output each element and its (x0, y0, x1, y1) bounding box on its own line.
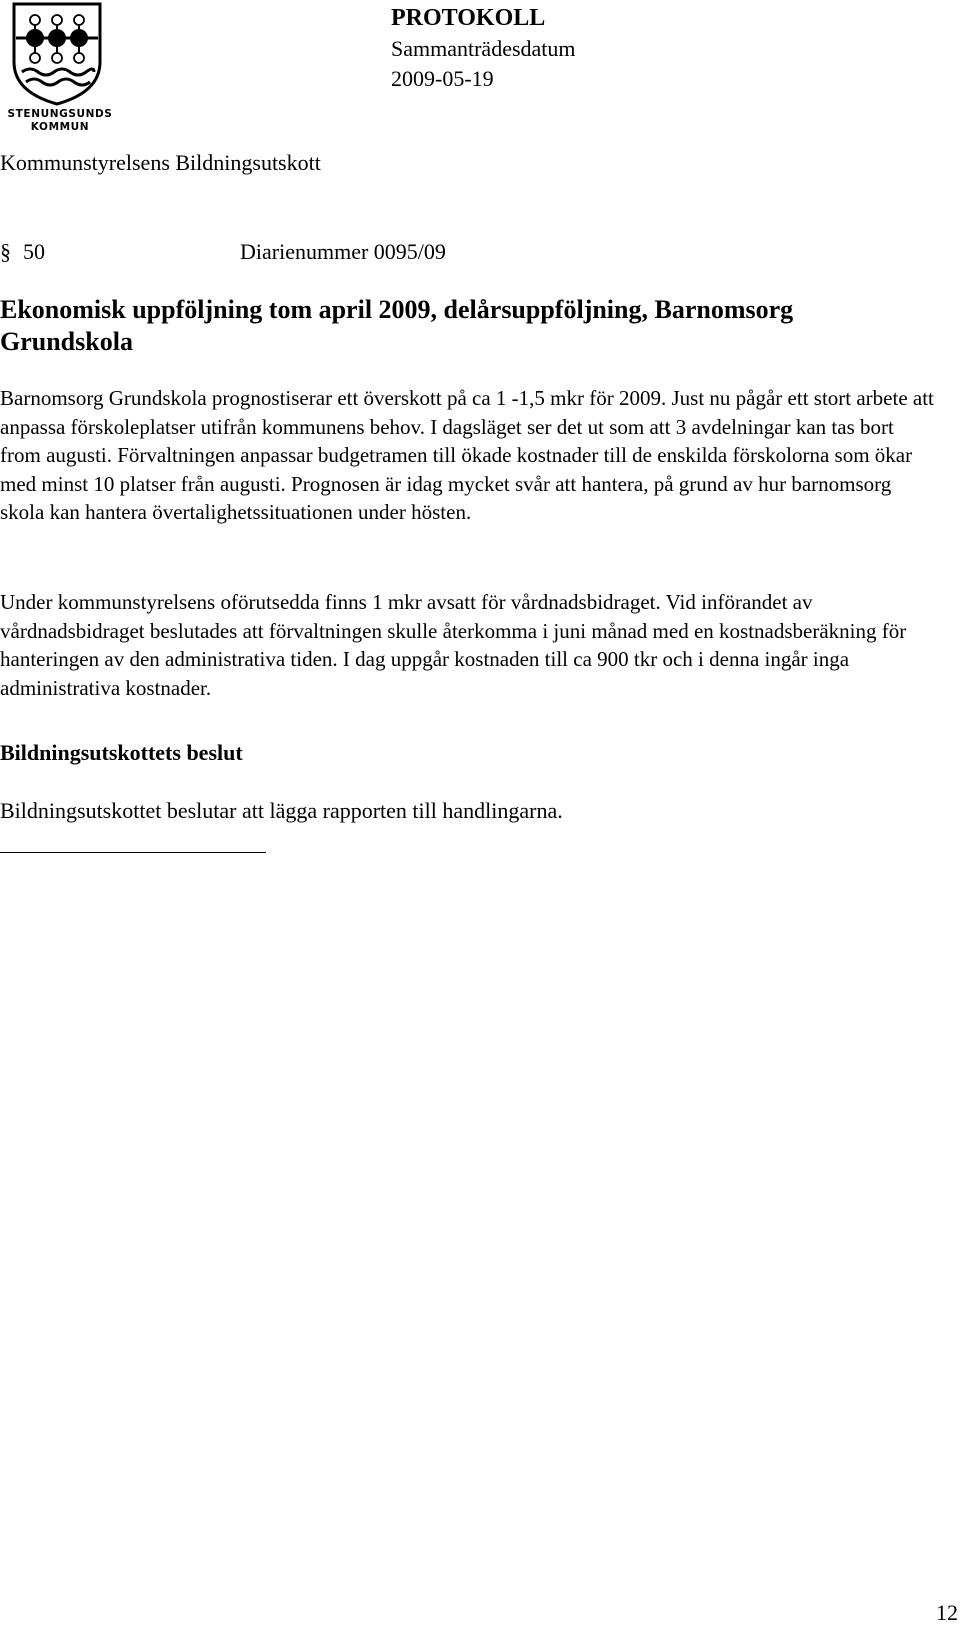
item-title: Ekonomisk uppföljning tom april 2009, delårsuppföljning, Barnomsorg Grundskola (0, 295, 794, 356)
decision-text: Bildningsutskottet beslutar att lägga rapporten till handlingarna. (0, 798, 563, 823)
page-number: 12 (936, 1600, 958, 1625)
decision-heading: Bildningsutskottets beslut (0, 740, 243, 765)
logo-text-line1: STENUNGSUNDS (7, 108, 113, 120)
meeting-date-value: 2009-05-19 (391, 66, 494, 91)
diarie-number: Diarienummer 0095/09 (240, 239, 446, 264)
coat-of-arms-icon (0, 0, 120, 108)
document-header (391, 2, 791, 94)
section-symbol: § (0, 239, 11, 264)
municipality-logo (0, 0, 120, 138)
document-type: PROTOKOLL (391, 5, 546, 31)
body-paragraph-2: Under kommunstyrelsens oförutsedda finns 1 mkr avsatt för vårdnadsbidraget. Vid införandet av vårdnadsbidraget beslutades att förvaltningen skulle återkomma i juni månad med en kostnadsberäkning för hanteringen av den administrativa tiden. I dag uppgår kostnaden till ca 900 tkr och i denna ingår inga administrativa kostnader. (0, 590, 907, 700)
logo-text-line2: KOMMUN (30, 121, 90, 133)
signature-divider (0, 852, 266, 853)
body-paragraph-1: Barnomsorg Grundskola prognostiserar ett överskott på ca 1 -1,5 mkr för 2009. Just nu pågår ett stort arbete att anpassa förskoleplatser utifrån kommunens behov. I dagsläget ser det ut som att 3 avdelningar kan tas bort from augusti. Förvaltningen anpassar budgetramen till ökade kostnader till de enskilda förskolorna som ökar med minst 10 platser från augusti. Prognosen är idag mycket svår att hantera, på grund av hur barnomsorg skola kan hantera övertalighetssituationen under hösten. (0, 386, 934, 524)
committee-name: Kommunstyrelsens Bildningsutskott (0, 150, 321, 175)
meeting-date-label: Sammanträdesdatum (391, 36, 576, 61)
paragraph-number: 50 (23, 239, 45, 264)
paragraph-line (0, 237, 446, 267)
